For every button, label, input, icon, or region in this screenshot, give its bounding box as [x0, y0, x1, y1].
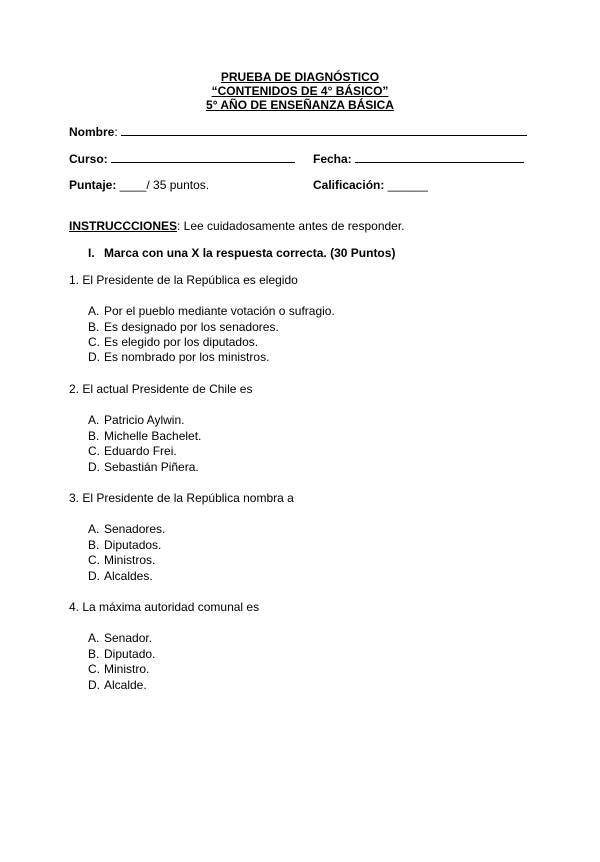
puntaje-suffix: / 35 puntos. — [146, 178, 210, 192]
section-title: Marca con una X la respuesta correcta. (30 Puntos) — [104, 246, 396, 260]
q4-option-a[interactable] — [88, 631, 152, 646]
option-text: Diputado. — [104, 647, 156, 661]
puntaje-blank[interactable]: ____ — [119, 178, 147, 192]
curso-row — [69, 151, 295, 167]
option-letter: D. — [88, 460, 100, 474]
curso-field[interactable] — [111, 151, 295, 163]
q3-option-b[interactable] — [88, 538, 161, 553]
q4-option-c[interactable] — [88, 662, 149, 677]
q3-option-d[interactable] — [88, 569, 153, 584]
option-letter: B. — [88, 538, 100, 552]
question-3: 3. El Presidente de la República nombra a — [69, 491, 294, 505]
option-text: Senadores. — [104, 522, 166, 536]
option-letter: B. — [88, 429, 100, 443]
fecha-label: Fecha: — [313, 152, 352, 166]
question-1: 1. El Presidente de la República es elegido — [69, 273, 298, 287]
question-4: 4. La máxima autoridad comunal es — [69, 600, 260, 614]
option-letter: C. — [88, 444, 100, 458]
calificacion-row — [313, 178, 428, 193]
option-text: Es nombrado por los ministros. — [104, 350, 270, 364]
nombre-colon: : — [114, 125, 118, 139]
option-text: Por el pueblo mediante votación o sufragio. — [104, 304, 335, 318]
option-text: Es elegido por los diputados. — [104, 335, 259, 349]
option-text: Ministro. — [104, 662, 150, 676]
section-number: I. — [88, 246, 95, 260]
title-line-3: 5° AÑO DE ENSEÑANZA BÁSICA — [206, 98, 394, 112]
q1-option-b[interactable] — [88, 320, 279, 335]
q1-option-a[interactable] — [88, 304, 335, 319]
option-text: Patricio Aylwin. — [104, 413, 185, 427]
section-heading — [88, 246, 395, 261]
option-letter: C. — [88, 662, 100, 676]
option-letter: A. — [88, 631, 100, 645]
option-letter: C. — [88, 335, 100, 349]
q2-option-b[interactable] — [88, 429, 201, 444]
option-letter: A. — [88, 522, 100, 536]
option-letter: B. — [88, 320, 100, 334]
option-text: Ministros. — [104, 553, 156, 567]
q1-option-c[interactable] — [88, 335, 258, 350]
fecha-row — [313, 151, 524, 167]
title-line-1: PRUEBA DE DIAGNÓSTICO — [220, 70, 380, 84]
option-text: Diputados. — [104, 538, 162, 552]
q4-option-d[interactable] — [88, 678, 147, 693]
q2-option-d[interactable] — [88, 460, 199, 475]
option-letter: D. — [88, 678, 100, 692]
option-text: Alcalde. — [104, 678, 147, 692]
q4-option-b[interactable] — [88, 647, 155, 662]
option-text: Sebastián Piñera. — [104, 460, 199, 474]
calificacion-label: Calificación: — [313, 178, 385, 192]
option-letter: A. — [88, 304, 100, 318]
q3-option-c[interactable] — [88, 553, 155, 568]
option-letter: D. — [88, 569, 100, 583]
title-line-2: “CONTENIDOS DE 4° BÁSICO” — [211, 84, 389, 98]
curso-label: Curso: — [69, 152, 108, 166]
nombre-field[interactable] — [121, 124, 527, 136]
option-text: Michelle Bachelet. — [104, 429, 202, 443]
option-letter: A. — [88, 413, 100, 427]
nombre-row — [69, 124, 527, 140]
option-text: Es designado por los senadores. — [104, 320, 279, 334]
puntaje-label: Puntaje: — [69, 178, 117, 192]
question-2: 2. El actual Presidente de Chile es — [69, 382, 253, 396]
calificacion-blank[interactable]: ______ — [387, 178, 428, 192]
fecha-field[interactable] — [355, 151, 524, 163]
q2-option-a[interactable] — [88, 413, 184, 428]
option-letter: C. — [88, 553, 100, 567]
option-letter: D. — [88, 350, 100, 364]
instructions — [69, 219, 405, 234]
instructions-text: : Lee cuidadosamente antes de responder. — [177, 219, 405, 233]
instructions-label: INSTRUCCCIONES — [69, 219, 178, 233]
nombre-label: Nombre — [69, 125, 115, 139]
q3-option-a[interactable] — [88, 522, 165, 537]
option-letter: B. — [88, 647, 100, 661]
option-text: Eduardo Frei. — [104, 444, 177, 458]
q1-option-d[interactable] — [88, 350, 269, 365]
puntaje-row — [69, 178, 209, 193]
q2-option-c[interactable] — [88, 444, 177, 459]
option-text: Senador. — [104, 631, 153, 645]
option-text: Alcaldes. — [104, 569, 153, 583]
